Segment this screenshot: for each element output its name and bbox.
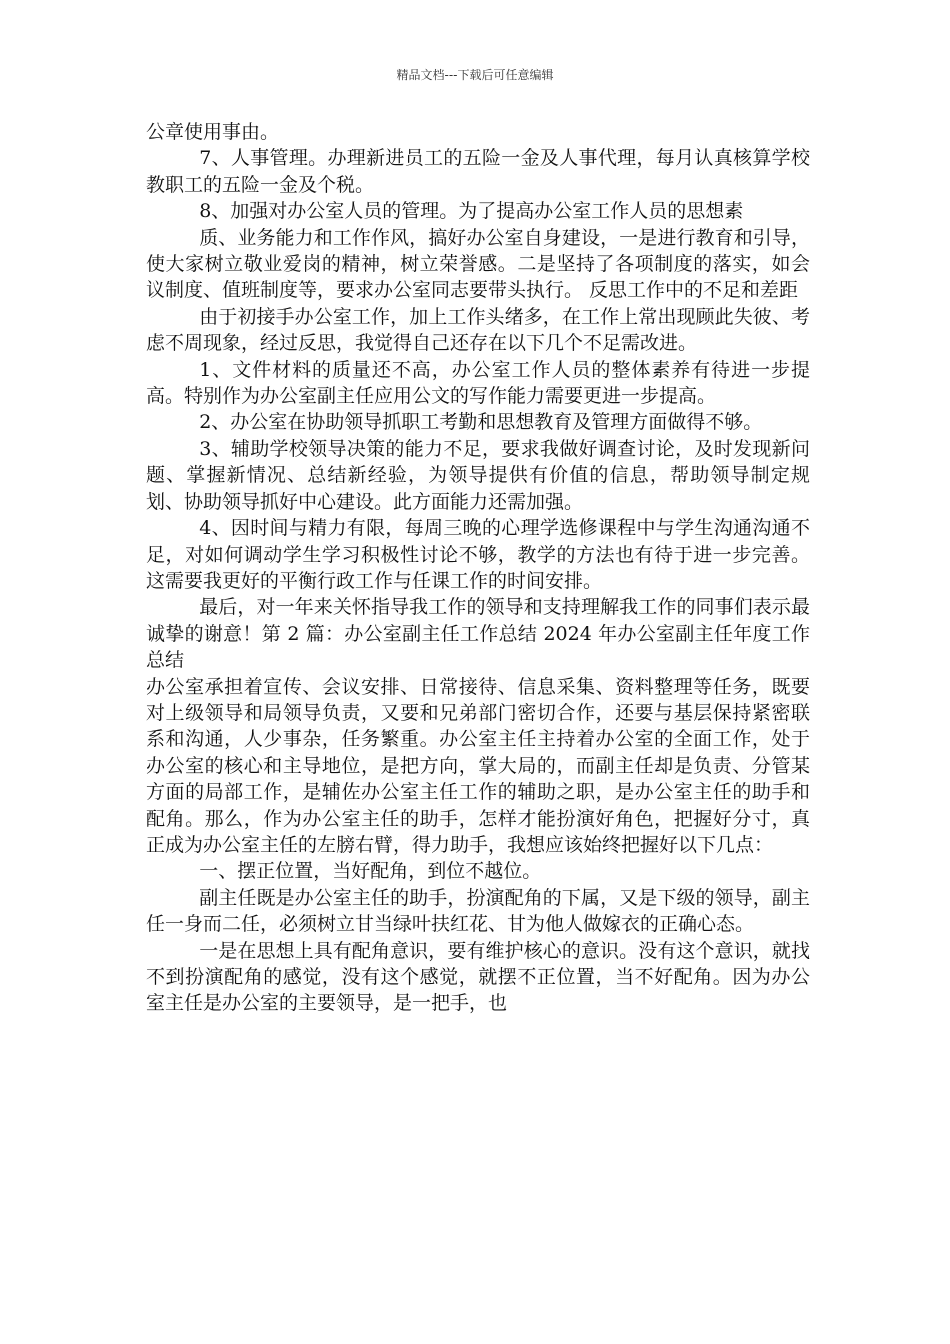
paragraph: 一是在思想上具有配角意识，要有维护核心的意识。没有这个意识，就找不到扮演配角的感觉，没有这个感觉，就摆不正位置，当不好配角。因为办公室主任是办公室的主要领导，是一把手，也	[146, 939, 810, 1015]
page-header: 精品文档---下载后可任意编辑	[396, 68, 554, 82]
paragraph: 公章使用事由。	[146, 121, 280, 143]
paragraph: 一、摆正位置，当好配角，到位不越位。	[199, 860, 542, 883]
paragraph: 质、业务能力和工作作风，搞好办公室自身建设，一是进行教育和引导，使大家树立敬业爱岗的精神，树立荣誉感。二是坚持了各项制度的落实，如会议制度、值班制度等，要求办公室同志要带头执行。 反思工作中的不足和差距	[146, 226, 810, 302]
document-body	[146, 119, 810, 1017]
paragraph: 最后，对一年来关怀指导我工作的领导和支持理解我工作的同事们表示最诚挚的谢意！第 2 篇：办公室副主任工作总结 2024 年办公室副主任年度工作总结	[146, 596, 810, 672]
paragraph: 副主任既是办公室主任的助手，扮演配角的下属，又是下级的领导，副主任一身而二任，必须树立甘当绿叶扶红花、甘为他人做嫁衣的正确心态。	[146, 886, 810, 936]
paragraph: 4、因时间与精力有限，每周三晚的心理学选修课程中与学生沟通沟通不足，对如何调动学生学习积极性讨论不够，教学的方法也有待于进一步完善。这需要我更好的平衡行政工作与任课工作的时间安排。	[146, 517, 810, 592]
paragraph: 2、办公室在协助领导抓职工考勤和思想教育及管理方面做得不够。	[199, 411, 763, 434]
paragraph: 办公室承担着宣传、会议安排、日常接待、信息采集、资料整理等任务，既要对上级领导和局领导负责，又要和兄弟部门密切合作，还要与基层保持紧密联系和沟通，人少事杂，任务繁重。办公室主任主持着办公室的全面工作，处于办公室的核心和主导地位，是把方向，掌大局的，而副主任却是负责、分管某方面的局部工作，是辅佐办公室主任工作的辅助之职，是办公室主任的助手和配角。那么，作为办公室主任的助手，怎样才能扮演好角色，把握好分寸，真正成为办公室主任的左膀右臂，得力助手，我想应该始终把握好以下几点：	[146, 675, 810, 856]
paragraph: 8、加强对办公室人员的管理。为了提高办公室工作人员的思想素	[199, 200, 744, 223]
paragraph: 3、辅助学校领导决策的能力不足，要求我做好调查讨论，及时发现新问题、掌握新情况、总结新经验，为领导提供有价值的信息，帮助领导制定规划、协助领导抓好中心建设。此方面能力还需加强。	[146, 437, 810, 513]
paragraph: 7、人事管理。办理新进员工的五险一金及人事代理，每月认真核算学校教职工的五险一金及个税。	[146, 147, 810, 196]
paragraph: 由于初接手办公室工作，加上工作头绪多，在工作上常出现顾此失彼、考虑不周现象，经过反思，我觉得自己还存在以下几个不足需改进。	[146, 305, 810, 355]
paragraph: 1、文件材料的质量还不高，办公室工作人员的整体素养有待进一步提高。特别作为办公室副主任应用公文的写作能力需要更进一步提高。	[146, 358, 810, 408]
